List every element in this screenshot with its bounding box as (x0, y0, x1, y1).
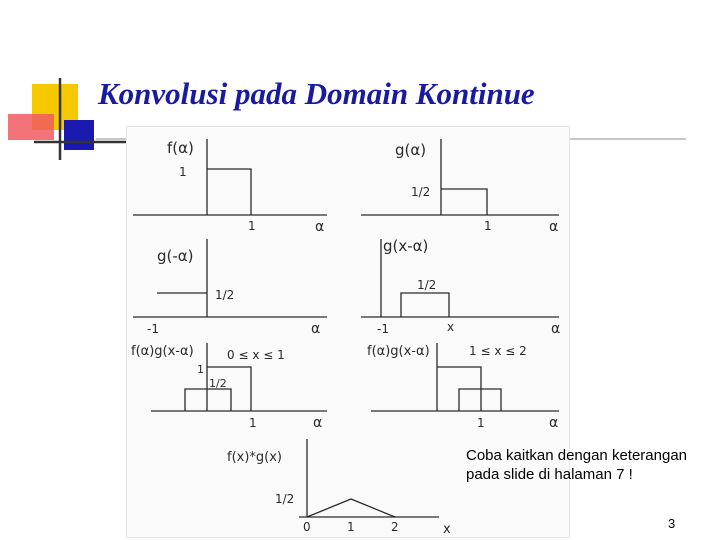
panel-5-function: f(α)g(x-α) (131, 344, 194, 359)
panel-product-case-2 (367, 343, 559, 431)
page-number: 3 (668, 516, 676, 531)
panel-7-label-1: 1/2 (275, 492, 295, 506)
panel-7-label-5: x (443, 522, 451, 537)
panel-7-label-2: 0 (303, 520, 311, 534)
panel-7-function: f(x)*g(x) (227, 450, 283, 465)
panel-product-case-1 (131, 343, 327, 431)
slide-note: Coba kaitkan dengan keterangan pada slide di halaman 7 ! (466, 447, 688, 483)
panel-g-alpha (361, 139, 559, 235)
panel-7-label-4: 2 (391, 520, 399, 534)
panel-5-label-3: 1 (249, 416, 257, 430)
panel-6-label-1: 1 (477, 416, 485, 430)
panel-g-minus-alpha (133, 239, 327, 337)
panel-f-alpha (133, 139, 327, 235)
panel-4-function: g(x-α) (383, 237, 429, 255)
panel-1-label-3: α (315, 219, 325, 235)
panel-3-label-2: -1 (147, 322, 159, 336)
panel-1-function: f(α) (167, 139, 194, 157)
panel-7-label-3: 1 (347, 520, 355, 534)
panel-2-function: g(α) (395, 141, 427, 159)
panel-5-label-2: 1/2 (209, 377, 227, 390)
panel-6-function: f(α)g(x-α) (367, 344, 430, 359)
slide-title: Konvolusi pada Domain Kontinue (98, 76, 535, 111)
panel-4-label-2: -1 (377, 322, 389, 336)
panel-g-x-minus-alpha (361, 237, 560, 337)
panel-3-label-3: α (311, 321, 321, 337)
panel-2-label-3: α (549, 219, 559, 235)
panel-3-function: g(-α) (157, 247, 194, 265)
panel-2-label-2: 1 (484, 219, 492, 233)
panel-6-label-2: α (549, 415, 559, 431)
panel-4-label-3: x (447, 320, 455, 334)
panel-1-label-2: 1 (248, 219, 256, 233)
panel-2-label-1: 1/2 (411, 185, 431, 199)
panel-5-label-4: α (313, 415, 323, 431)
panel-1-label-1: 1 (179, 165, 187, 179)
panel-convolution-result (227, 439, 451, 537)
panel-4-label-4: α (551, 321, 561, 337)
panel-4-label-1: 1/2 (417, 278, 437, 292)
panel-6-condition: 1 ≤ x ≤ 2 (469, 344, 527, 358)
panel-5-label-1: 1 (197, 363, 204, 376)
panel-5-condition: 0 ≤ x ≤ 1 (227, 348, 285, 362)
panel-3-label-1: 1/2 (215, 288, 235, 302)
